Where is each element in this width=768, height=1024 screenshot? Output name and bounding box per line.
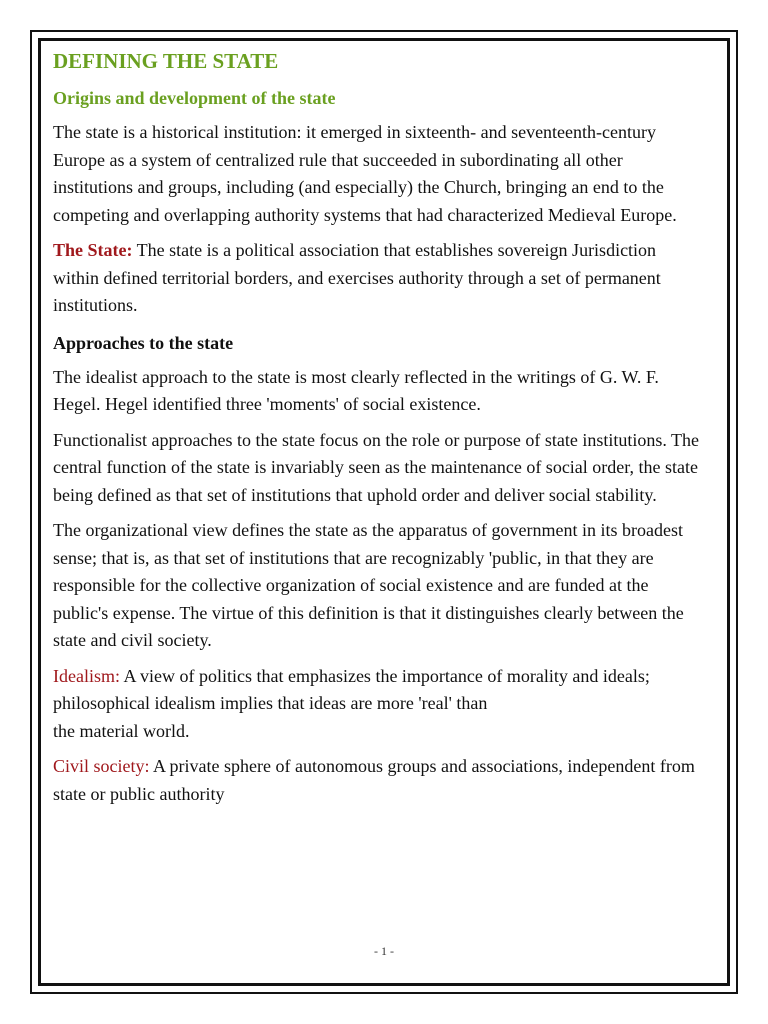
organizational-paragraph: The organizational view defines the state as the apparatus of government in its broadest sense; that is, as that set of institutions that are recognizably 'public, in that they are responsible for the collective organization of social existence and are funded at the public's expense. The virtue of this definition is that it distinguishes clearly between the state and civil society. bbox=[53, 520, 684, 650]
definition-term-state: The State: bbox=[53, 240, 133, 260]
intro-paragraph: The state is a historical institution: it emerged in sixteenth- and seventeenth-century Europe as a system of centralized rule that succeeded in subordinating all other institutions and groups, including (and especially) the Church, bringing an end to the competing and overlapping authority systems that had characterized Medieval Europe. bbox=[53, 122, 677, 225]
page-number: - 1 - bbox=[374, 944, 394, 958]
functionalist-paragraph: Functionalist approaches to the state focus on the role or purpose of state institutions. The central function of the state is invariably seen as the maintenance of social order, the state being defined as that set of institutions that uphold order and deliver social stability. bbox=[53, 429, 700, 505]
definition-text-idealism: A view of politics that emphasizes the importance of morality and ideals; philosophical idealism implies that ideas are more 'real' than bbox=[53, 665, 650, 713]
definition-state bbox=[53, 237, 703, 320]
definition-text-idealism-end: the material world. bbox=[53, 720, 190, 741]
page-content bbox=[53, 47, 703, 808]
section-heading-origins: Origins and development of the state bbox=[53, 88, 336, 108]
section-heading-approaches: Approaches to the state bbox=[53, 332, 234, 353]
definition-idealism bbox=[53, 663, 703, 746]
definition-term-civil-society: Civil society: bbox=[53, 756, 150, 776]
definition-term-idealism: Idealism: bbox=[53, 665, 120, 686]
definition-text-state: The state is a political association that establishes sovereign Jurisdiction within defined territorial borders, and exercises authority through a set of permanent institutions. bbox=[53, 240, 661, 315]
definition-text-civil-society: A private sphere of autonomous groups and associations, independent from state or public authority bbox=[53, 756, 695, 804]
definition-civil-society bbox=[53, 753, 703, 808]
document-title: DEFINING THE STATE bbox=[53, 49, 279, 73]
idealist-paragraph: The idealist approach to the state is most clearly reflected in the writings of G. W. F. Hegel. Hegel identified three 'moments' of social existence. bbox=[53, 366, 659, 414]
